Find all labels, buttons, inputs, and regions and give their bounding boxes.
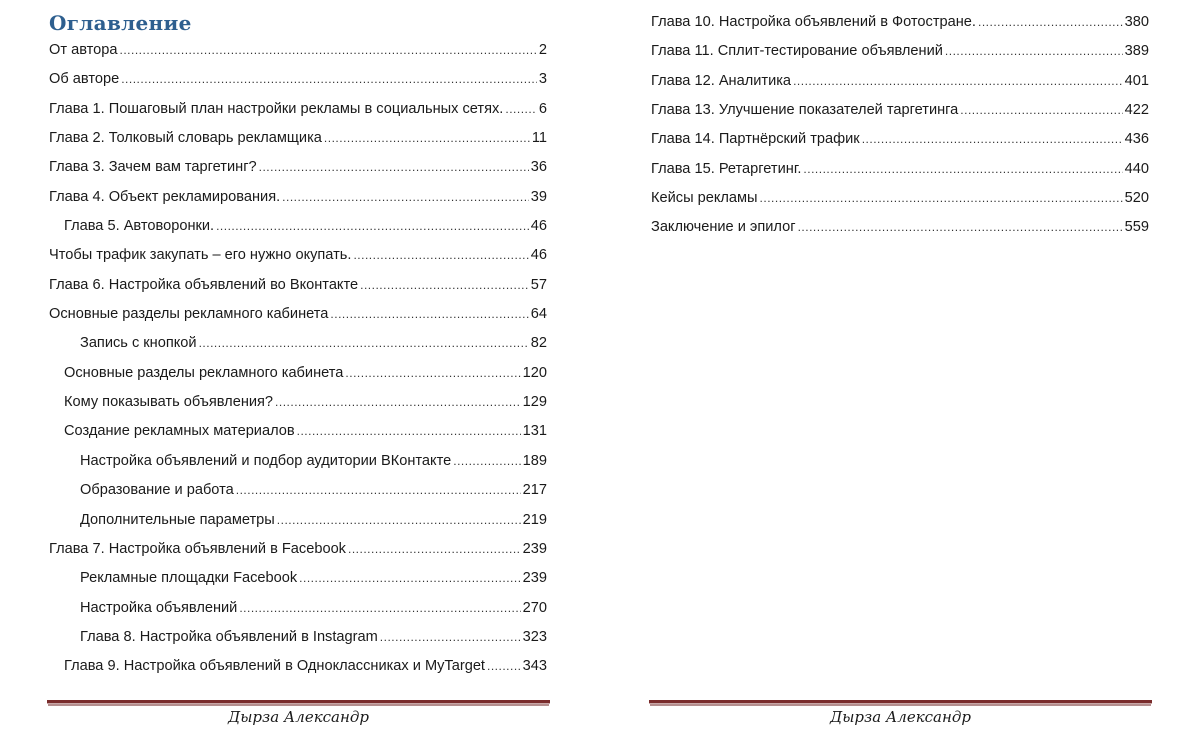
toc-page-number: 3 (538, 71, 547, 88)
toc-leader-dots (803, 157, 1122, 181)
toc-entry[interactable] (49, 596, 547, 625)
toc-entry[interactable] (49, 508, 547, 537)
toc-leader-dots (199, 331, 529, 355)
toc-leader-dots (348, 537, 521, 561)
toc-entry[interactable] (651, 39, 1149, 68)
toc-page-number: 39 (530, 188, 547, 205)
toc-page-number: 323 (522, 628, 547, 645)
toc-entry-label: Глава 13. Улучшение показателей таргетинга (651, 102, 959, 119)
toc-page-number: 57 (530, 276, 547, 293)
toc-page-number: 46 (530, 247, 547, 264)
toc-entry[interactable] (49, 566, 547, 595)
toc-page-number: 189 (522, 452, 547, 469)
toc-leader-dots (960, 98, 1122, 122)
toc-entry-label: Глава 15. Ретаргетинг. (651, 160, 802, 177)
toc-entry-label: Рекламные площадки Facebook (80, 570, 298, 587)
toc-entry[interactable] (651, 10, 1149, 39)
toc-entry-label: Заключение и эпилог (651, 219, 796, 236)
toc-entry[interactable] (651, 69, 1149, 98)
toc-entry-label: Образование и работа (80, 482, 234, 499)
toc-leader-dots (236, 478, 521, 502)
toc-leader-dots (259, 155, 529, 179)
toc-leader-dots (760, 186, 1123, 210)
toc-leader-dots (216, 214, 529, 238)
toc-entry[interactable] (49, 449, 547, 478)
toc-entry-label: Глава 5. Автоворонки. (64, 218, 215, 235)
toc-entry[interactable] (49, 419, 547, 448)
toc-title: Оглавление (49, 11, 192, 35)
toc-page-number: 219 (522, 511, 547, 528)
toc-entry-label: Основные разделы рекламного кабинета (49, 306, 329, 323)
toc-page-number: 380 (1124, 14, 1149, 30)
toc-leader-dots (945, 39, 1123, 63)
toc-leader-dots (798, 215, 1123, 239)
toc-entry[interactable] (49, 214, 547, 243)
toc-entry-label: Глава 12. Аналитика (651, 72, 792, 89)
toc-leader-dots (487, 654, 521, 678)
toc-page-number: 11 (531, 130, 547, 147)
toc-entry-label: Глава 10. Настройка объявлений в Фотостране. (651, 14, 976, 30)
toc-entry-label: Запись с кнопкой (80, 335, 197, 352)
toc-leader-dots (324, 126, 530, 150)
toc-entry[interactable] (49, 67, 547, 96)
toc-leader-dots (277, 508, 521, 532)
toc-entry-label: Глава 14. Партнёрский трафик (651, 131, 860, 148)
toc-page-number: 422 (1124, 102, 1149, 119)
toc-entry[interactable] (49, 126, 547, 155)
toc-entry[interactable] (49, 38, 547, 67)
toc-leader-dots (380, 625, 521, 649)
toc-entry[interactable] (651, 186, 1149, 215)
toc-entry[interactable] (49, 625, 547, 654)
toc-entry-label: Глава 4. Объект рекламирования. (49, 188, 281, 205)
toc-list-left (49, 38, 547, 684)
toc-leader-dots (862, 127, 1123, 151)
toc-leader-dots (505, 97, 537, 121)
toc-entry[interactable] (49, 97, 547, 126)
right-page (651, 0, 1149, 749)
footer-rule-left (47, 700, 550, 704)
toc-entry-label: Об авторе (49, 71, 120, 88)
toc-entry[interactable] (49, 537, 547, 566)
toc-page-number: 82 (530, 335, 547, 352)
toc-leader-dots (121, 67, 537, 91)
toc-entry[interactable] (49, 654, 547, 683)
toc-entry[interactable] (651, 157, 1149, 186)
toc-entry[interactable] (49, 361, 547, 390)
toc-page-number: 217 (522, 482, 547, 499)
toc-leader-dots (120, 38, 537, 62)
toc-entry[interactable] (49, 478, 547, 507)
toc-entry[interactable] (49, 185, 547, 214)
toc-page-number: 36 (530, 159, 547, 176)
toc-leader-dots (299, 566, 520, 590)
toc-page-number: 559 (1124, 219, 1149, 236)
toc-entry-label: Глава 1. Пошаговый план настройки рекламы в социальных сетях. (49, 100, 504, 117)
toc-leader-dots (793, 69, 1123, 93)
toc-page-number: 239 (522, 540, 547, 557)
toc-leader-dots (453, 449, 520, 473)
toc-list-right (651, 10, 1149, 245)
toc-page-number: 129 (522, 394, 547, 411)
toc-page-number: 2 (538, 42, 547, 58)
footer-author-right: Дырза Александр (830, 708, 971, 726)
toc-page-number: 131 (522, 423, 547, 440)
toc-leader-dots (330, 302, 528, 326)
footer-rule-right (649, 700, 1152, 704)
toc-entry[interactable] (651, 127, 1149, 156)
toc-leader-dots (275, 390, 521, 414)
toc-entry-label: Глава 6. Настройка объявлений во Вконтакте (49, 276, 359, 293)
toc-entry-label: Глава 2. Толковый словарь рекламщика (49, 130, 322, 147)
toc-entry-label: Настройка объявлений и подбор аудитории ВКонтакте (80, 452, 452, 469)
toc-entry-label: Кому показывать объявления? (64, 394, 274, 411)
toc-entry-label: Основные разделы рекламного кабинета (64, 364, 344, 381)
toc-entry-label: Чтобы трафик закупать – его нужно окупать. (49, 247, 352, 264)
toc-entry-label: Глава 11. Сплит-тестирование объявлений (651, 43, 943, 60)
toc-entry-label: От автора (49, 42, 118, 58)
toc-page-number: 343 (522, 658, 547, 675)
toc-leader-dots (239, 596, 520, 620)
toc-page-number: 64 (530, 306, 547, 323)
toc-entry[interactable] (49, 331, 547, 360)
toc-page-number: 6 (538, 100, 547, 117)
toc-entry-label: Дополнительные параметры (80, 511, 275, 528)
toc-entry[interactable] (49, 155, 547, 184)
toc-page-number: 270 (522, 599, 547, 616)
toc-entry[interactable] (49, 390, 547, 419)
footer-author-left: Дырза Александр (228, 708, 369, 726)
toc-leader-dots (978, 10, 1123, 34)
toc-leader-dots (282, 185, 529, 209)
toc-entry-label: Глава 9. Настройка объявлений в Одноклассниках и MyTarget (64, 658, 485, 675)
toc-page-number: 239 (522, 570, 547, 587)
toc-entry-label: Настройка объявлений (80, 599, 238, 616)
toc-entry-label: Глава 3. Зачем вам таргетинг? (49, 159, 257, 176)
toc-entry[interactable] (651, 98, 1149, 127)
toc-page-number: 440 (1124, 160, 1149, 177)
toc-entry[interactable] (651, 215, 1149, 244)
toc-entry[interactable] (49, 273, 547, 302)
toc-entry-label: Глава 7. Настройка объявлений в Facebook (49, 540, 346, 557)
toc-leader-dots (353, 243, 528, 267)
toc-leader-dots (297, 419, 521, 443)
toc-leader-dots (345, 361, 520, 385)
toc-page-number: 389 (1124, 43, 1149, 60)
toc-page-number: 120 (522, 364, 547, 381)
toc-leader-dots (360, 273, 529, 297)
toc-page-number: 46 (530, 218, 547, 235)
toc-entry-label: Глава 8. Настройка объявлений в Instagram (80, 628, 378, 645)
left-page (49, 0, 547, 749)
toc-page-number: 436 (1124, 131, 1149, 148)
toc-entry[interactable] (49, 302, 547, 331)
toc-entry[interactable] (49, 243, 547, 272)
toc-page-number: 401 (1124, 72, 1149, 89)
toc-entry-label: Кейсы рекламы (651, 190, 758, 207)
toc-page-number: 520 (1124, 190, 1149, 207)
toc-entry-label: Создание рекламных материалов (64, 423, 295, 440)
